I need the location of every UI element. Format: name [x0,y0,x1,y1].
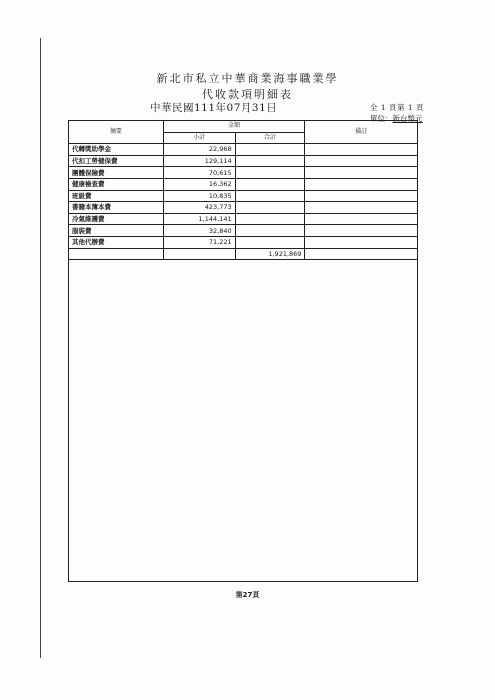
row-remark [305,167,418,179]
row-item: 健康檢查費 [69,178,164,190]
row-total [235,178,305,190]
grand-total-value: 1,921,869 [235,248,305,260]
row-total [235,236,305,248]
row-subtotal: 71,221 [163,236,235,248]
table-row [69,236,418,248]
header-total: 合計 [235,132,305,144]
header-remark: 備註 [305,121,418,144]
table-row [69,144,418,156]
row-item: 團體保險費 [69,167,164,179]
grand-total-subtotal [163,248,235,260]
row-total [235,202,305,214]
row-item: 冷氣維護費 [69,213,164,225]
row-subtotal: 423,773 [163,202,235,214]
header-item: 摘要 [69,121,164,144]
row-total [235,213,305,225]
report-date: 中華民國111年07月31日 [150,102,278,114]
school-name: 新北市私立中華商業海事職業學 [156,72,339,85]
row-item: 其他代辦費 [69,236,164,248]
table-row [69,155,418,167]
row-item: 代扣工勞健保費 [69,155,164,167]
row-remark [305,236,418,248]
table-row [69,225,418,237]
report-title: 代收款項明細表 [202,88,293,101]
row-subtotal: 1,144,141 [163,213,235,225]
row-total [235,167,305,179]
header-amount: 金額 [163,121,305,133]
row-remark [305,202,418,214]
grand-total-row [69,248,418,260]
row-subtotal: 129,114 [163,155,235,167]
table-row [69,202,418,214]
table-header-row [69,121,418,133]
grand-total-item [69,248,164,260]
row-subtotal: 32,840 [163,225,235,237]
table-row [69,167,418,179]
table-row [69,213,418,225]
table-row [69,178,418,190]
row-subtotal: 22,968 [163,144,235,156]
row-remark [305,144,418,156]
grand-total-remark [305,248,418,260]
header-subtotal: 小計 [163,132,235,144]
row-total [235,190,305,202]
row-subtotal: 10,835 [163,190,235,202]
row-remark [305,155,418,167]
unit-label: 單位： [370,114,393,123]
row-total [235,155,305,167]
row-item: 代轉獎助學金 [69,144,164,156]
page-info: 全 1 頁第 1 頁 [370,103,425,112]
row-total [235,144,305,156]
row-item: 班級費 [69,190,164,202]
scan-edge-line [40,38,41,658]
row-remark [305,190,418,202]
row-total [235,225,305,237]
row-subtotal: 70,615 [163,167,235,179]
row-item: 書籍本簿本費 [69,202,164,214]
row-item: 服裝費 [69,225,164,237]
row-remark [305,225,418,237]
unit-value: 新台幣元 [392,114,423,123]
collection-detail-table [68,120,418,260]
table-row [69,190,418,202]
page-number: 第27頁 [235,591,260,599]
row-remark [305,213,418,225]
row-subtotal: 16,362 [163,178,235,190]
row-remark [305,178,418,190]
